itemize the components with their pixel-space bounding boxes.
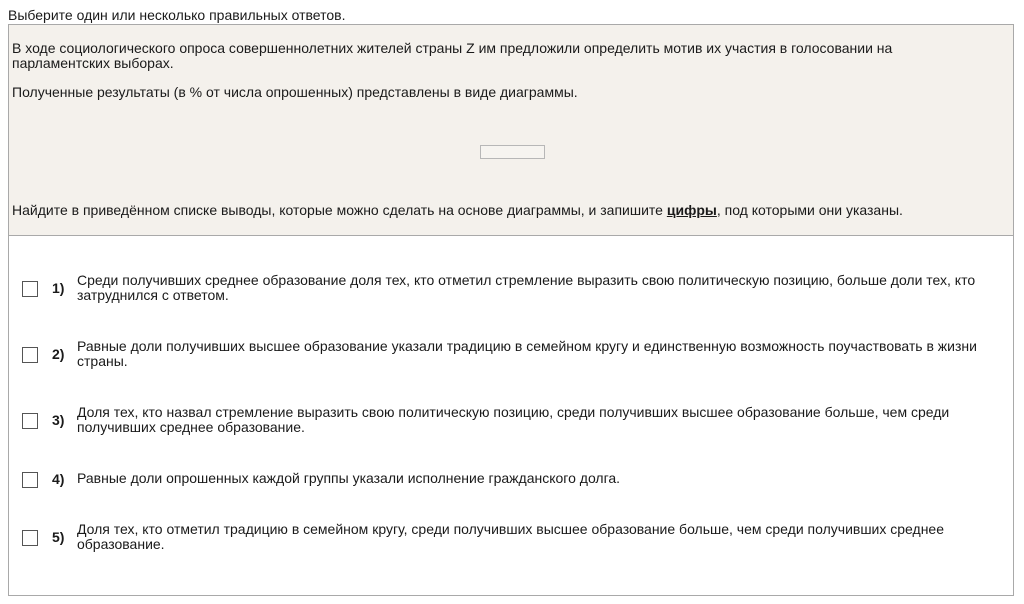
question-paragraph-3 — [12, 203, 983, 218]
answer-checkbox-3[interactable] — [22, 413, 38, 429]
answer-checkbox-5[interactable] — [22, 530, 38, 546]
answer-text-5: Доля тех, кто отметил традицию в семейном кругу, среди получивших высшее образование больше, чем среди получивших среднее образование. — [77, 521, 945, 552]
answer-checkbox-2[interactable] — [22, 347, 38, 363]
question-block — [9, 25, 1013, 236]
diagram-image-placeholder — [480, 145, 545, 159]
answer-checkbox-1[interactable] — [22, 281, 38, 297]
question-paragraph-1: В ходе социологического опроса совершеннолетних жителей страны Z им предложили определить мотив их участия в голосовании на парламентских выборах. — [12, 40, 893, 71]
answer-text-1: Среди получивших среднее образование доля тех, кто отметил стремление выразить свою политическую позицию, больше доли тех, кто затруднился с ответом. — [77, 272, 976, 303]
answer-number-5: 5) — [52, 529, 65, 545]
answer-number-4: 4) — [52, 471, 65, 487]
task-instruction: Выберите один или несколько правильных ответов. — [8, 7, 346, 23]
answer-text-4: Равные доли опрошенных каждой группы указали исполнение гражданского долга. — [77, 470, 621, 486]
question-paragraph-2: Полученные результаты (в % от числа опрошенных) представлены в виде диаграммы. — [12, 84, 578, 100]
answer-text-2: Равные доли получивших высшее образование указали традицию в семейном кругу и единственную возможность поучаствовать в жизни страны. — [77, 338, 977, 369]
answer-checkbox-4[interactable] — [22, 472, 38, 488]
answer-number-1: 1) — [52, 280, 65, 296]
question-paragraph-3-before: Найдите в приведённом списке выводы, которые можно сделать на основе диаграммы, и запишите — [12, 202, 667, 218]
question-paragraph-3-after: , под которыми они указаны. — [716, 202, 903, 218]
task-panel — [8, 24, 1014, 596]
answer-text-3: Доля тех, кто назвал стремление выразить свою политическую позицию, среди получивших высшее образование больше, чем среди получивших среднее образование. — [77, 404, 950, 435]
question-emphasis: цифры — [666, 202, 717, 218]
answer-number-2: 2) — [52, 346, 65, 362]
answer-number-3: 3) — [52, 412, 65, 428]
